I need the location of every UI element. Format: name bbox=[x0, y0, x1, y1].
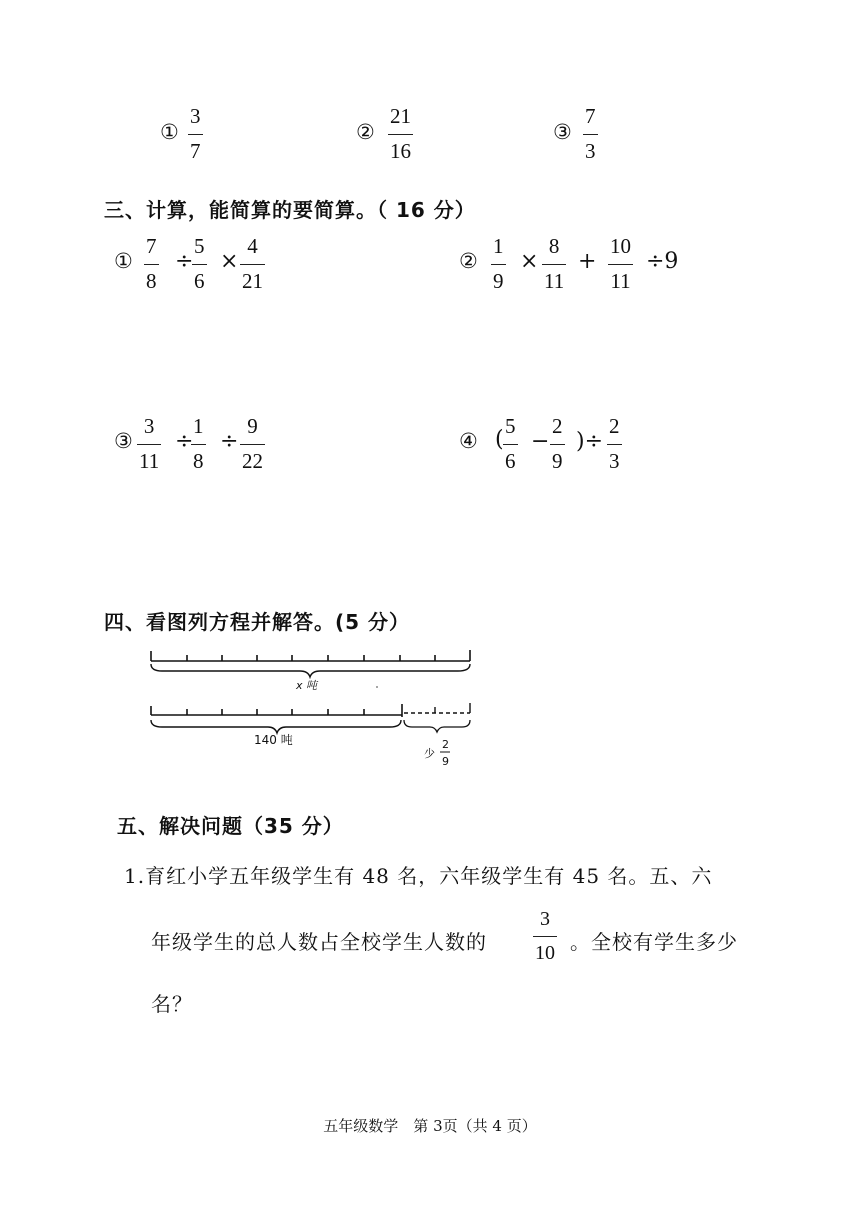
denominator: 10 bbox=[535, 942, 555, 964]
q4-mark: ④ bbox=[459, 429, 478, 453]
q3-operator-2: ÷ bbox=[220, 429, 239, 454]
q1-fraction-3 bbox=[240, 236, 265, 292]
fraction-bar bbox=[533, 936, 557, 937]
fraction-bar bbox=[240, 444, 265, 445]
problem-1-line-1: 1.育红小学五年级学生有 48 名，六年级学生有 45 名。五、六 bbox=[124, 864, 713, 888]
denominator: 11 bbox=[139, 449, 160, 473]
denominator: 6 bbox=[505, 449, 516, 473]
numerator: 9 bbox=[247, 414, 258, 438]
denominator: 9 bbox=[493, 269, 504, 293]
denominator: 11 bbox=[610, 269, 631, 293]
denominator: 16 bbox=[390, 139, 411, 163]
denominator: 11 bbox=[544, 269, 565, 293]
option-1-fraction bbox=[188, 106, 203, 162]
fraction-bar bbox=[191, 444, 206, 445]
fraction-bar bbox=[607, 444, 622, 445]
fraction-bar bbox=[144, 264, 159, 265]
bottom-bar-dashed bbox=[404, 703, 470, 713]
q4-fraction-2 bbox=[550, 416, 565, 472]
less-denominator: 9 bbox=[442, 755, 449, 768]
fraction-bar bbox=[550, 444, 565, 445]
numerator: 3 bbox=[143, 414, 155, 438]
problem-1-line-3: 名？ bbox=[151, 992, 193, 1016]
numerator: 2 bbox=[552, 414, 563, 438]
numerator: 5 bbox=[505, 414, 516, 438]
option-3-fraction bbox=[583, 106, 598, 162]
less-numerator: 2 bbox=[442, 738, 449, 751]
fraction-bar bbox=[503, 444, 518, 445]
denominator: 21 bbox=[242, 269, 263, 293]
top-bar bbox=[151, 650, 470, 661]
denominator: 6 bbox=[194, 269, 205, 293]
q2-fraction-1 bbox=[491, 236, 506, 292]
q2-operator-3: ÷9 bbox=[646, 249, 679, 274]
denominator: 3 bbox=[609, 449, 620, 473]
bottom-label: 140 吨 bbox=[254, 733, 293, 747]
numerator: 3 bbox=[540, 908, 550, 930]
less-label: 少 bbox=[424, 747, 435, 760]
q2-fraction-2 bbox=[542, 236, 566, 292]
denominator: 8 bbox=[146, 269, 157, 293]
section-3-heading: 三、计算，能简算的要简算。（ 16 分） bbox=[104, 198, 476, 222]
q4-open-paren: ( bbox=[495, 427, 504, 452]
q1-operator-2: × bbox=[220, 249, 239, 274]
numerator: 7 bbox=[585, 104, 596, 128]
option-2-mark: ② bbox=[356, 120, 375, 144]
q1-mark: ① bbox=[114, 249, 133, 273]
numerator: 1 bbox=[193, 414, 204, 438]
numerator: 10 bbox=[610, 234, 631, 258]
bottom-bar bbox=[151, 704, 402, 717]
q3-fraction-3 bbox=[240, 416, 265, 472]
q4-fraction-3 bbox=[607, 416, 622, 472]
speck bbox=[376, 686, 378, 688]
fraction-bar bbox=[137, 444, 161, 445]
q1-operator-1: ÷ bbox=[175, 249, 194, 274]
q2-fraction-3 bbox=[608, 236, 633, 292]
q2-operator-2: + bbox=[578, 249, 597, 274]
top-brace bbox=[151, 664, 470, 677]
numerator: 21 bbox=[390, 104, 411, 128]
option-2-fraction bbox=[388, 106, 413, 162]
top-label: x 吨 bbox=[296, 679, 318, 692]
q2-operator-1: × bbox=[520, 249, 539, 274]
page-footer: 五年级数学 第 3页（共 4 页） bbox=[323, 1117, 537, 1135]
fraction-bar bbox=[491, 264, 506, 265]
numerator: 4 bbox=[247, 234, 258, 258]
fraction-bar bbox=[608, 264, 633, 265]
fraction-bar bbox=[583, 134, 598, 135]
q3-mark: ③ bbox=[114, 429, 133, 453]
problem-1-line-2a: 年级学生的总人数占全校学生人数的 bbox=[151, 930, 487, 954]
remainder-brace bbox=[404, 720, 470, 732]
q1-fraction-1 bbox=[144, 236, 159, 292]
fraction-bar bbox=[240, 264, 265, 265]
fraction-bar bbox=[192, 264, 207, 265]
denominator: 3 bbox=[585, 139, 596, 163]
numerator: 5 bbox=[194, 234, 205, 258]
section-5-heading: 五、解决问题（35 分） bbox=[117, 814, 344, 838]
q4-operator-1: − bbox=[531, 429, 550, 454]
denominator: 22 bbox=[242, 449, 263, 473]
q3-fraction-1 bbox=[137, 416, 161, 472]
line-segment-diagram bbox=[140, 640, 485, 780]
option-1-mark: ① bbox=[160, 120, 179, 144]
denominator: 7 bbox=[190, 139, 201, 163]
problem-1-line-2b: 。全校有学生多少 bbox=[570, 930, 738, 954]
section-4-heading: 四、看图列方程并解答。(5 分） bbox=[104, 610, 411, 634]
option-3-mark: ③ bbox=[553, 120, 572, 144]
q3-operator-1: ÷ bbox=[175, 429, 194, 454]
q2-mark: ② bbox=[459, 249, 478, 273]
numerator: 8 bbox=[548, 234, 560, 258]
fraction-bar bbox=[188, 134, 203, 135]
fraction-bar bbox=[542, 264, 566, 265]
numerator: 2 bbox=[609, 414, 620, 438]
q3-fraction-2 bbox=[191, 416, 206, 472]
numerator: 3 bbox=[190, 104, 201, 128]
numerator: 7 bbox=[146, 234, 157, 258]
denominator: 9 bbox=[552, 449, 563, 473]
numerator: 1 bbox=[493, 234, 504, 258]
denominator: 8 bbox=[193, 449, 204, 473]
q4-fraction-1 bbox=[503, 416, 518, 472]
q4-close-paren-divide: )÷ bbox=[576, 429, 604, 454]
fraction-bar bbox=[388, 134, 413, 135]
q1-fraction-2 bbox=[192, 236, 207, 292]
problem-1-fraction bbox=[533, 909, 557, 963]
bottom-brace bbox=[151, 720, 401, 733]
